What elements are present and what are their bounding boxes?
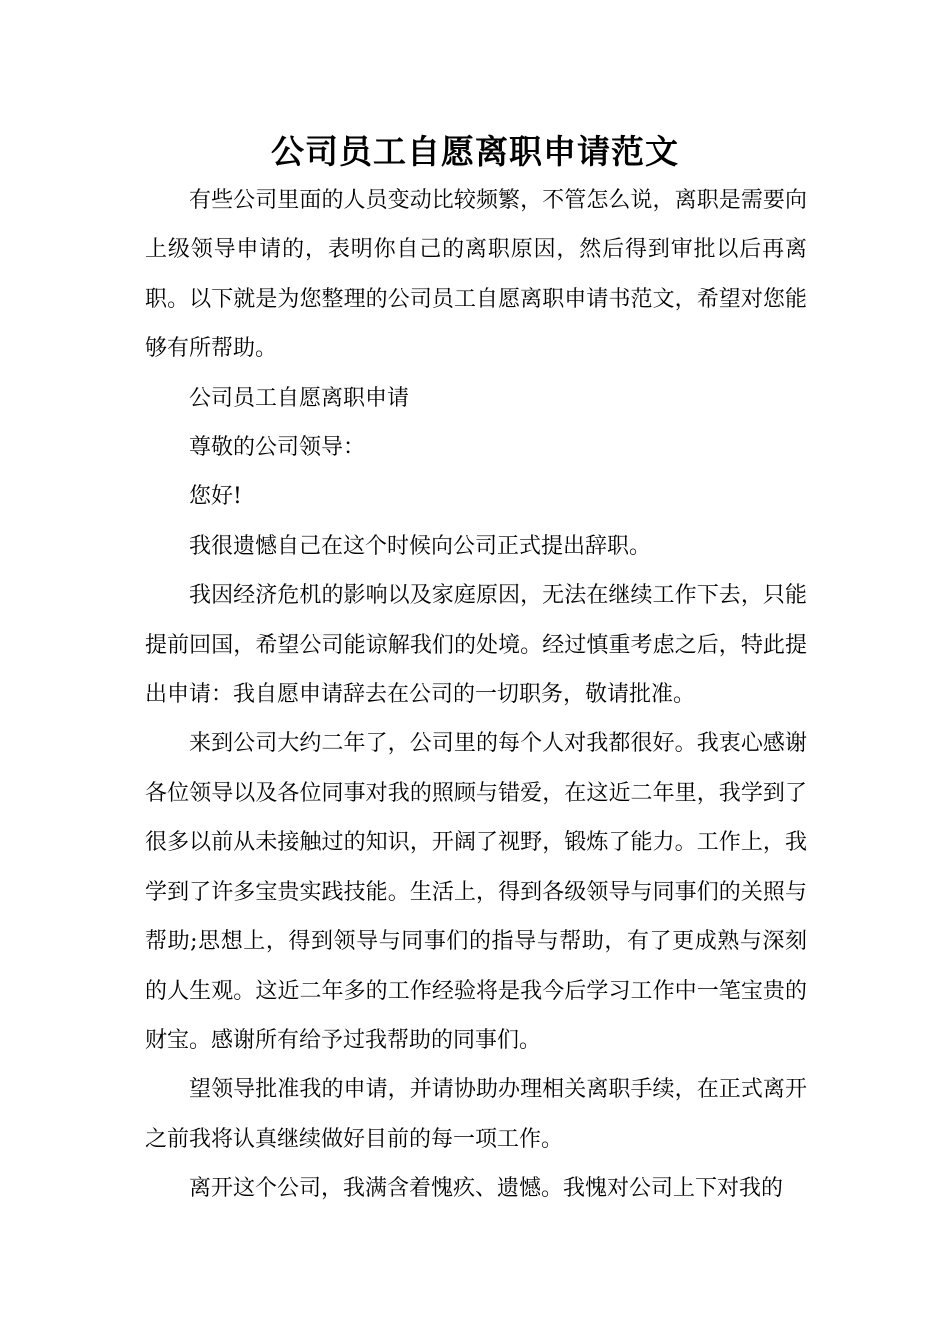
document-title: 公司员工自愿离职申请范文	[271, 132, 679, 171]
paragraph-subtitle: 公司员工自愿离职申请	[189, 385, 410, 411]
paragraph-greeting: 您好!	[189, 484, 242, 510]
paragraph-gratitude: 来到公司大约二年了，公司里的每个人对我都很好。我衷心感谢各位领导以及各位同事对我的照顾与错爱，在这近二年里，我学到了很多以前从未接触过的知识，开阔了视野，锻炼了能力。工作上，我学到了许多宝贵实践技能。生活上，得到各级领导与同事们的关照与帮助;思想上，得到领导与同事们的指导与帮助，有了更成熟与深刻的人生观。这近二年多的工作经验将是我今后学习工作中一笔宝贵的财宝。感谢所有给予过我帮助的同事们。	[145, 731, 807, 1053]
paragraph-request: 望领导批准我的申请，并请协助办理相关离职手续，在正式离开之前我将认真继续做好目前的每一项工作。	[145, 1077, 807, 1152]
paragraph-closing: 离开这个公司，我满含着愧疚、遗憾。我愧对公司上下对我的	[189, 1176, 784, 1202]
document-body	[145, 176, 807, 1214]
paragraph-salutation: 尊敬的公司领导：	[189, 435, 366, 461]
paragraph-resignation-statement: 我很遗憾自己在这个时候向公司正式提出辞职。	[189, 533, 652, 559]
paragraph-intro: 有些公司里面的人员变动比较频繁，不管怎么说，离职是需要向上级领导申请的，表明你自己的离职原因，然后得到审批以后再离职。以下就是为您整理的公司员工自愿离职申请书范文，希望对您能够有所帮助。	[145, 188, 807, 362]
paragraph-reason: 我因经济危机的影响以及家庭原因，无法在继续工作下去，只能提前回国，希望公司能谅解我们的处境。经过慎重考虑之后，特此提出申请：我自愿申请辞去在公司的一切职务，敬请批准。	[145, 583, 807, 708]
